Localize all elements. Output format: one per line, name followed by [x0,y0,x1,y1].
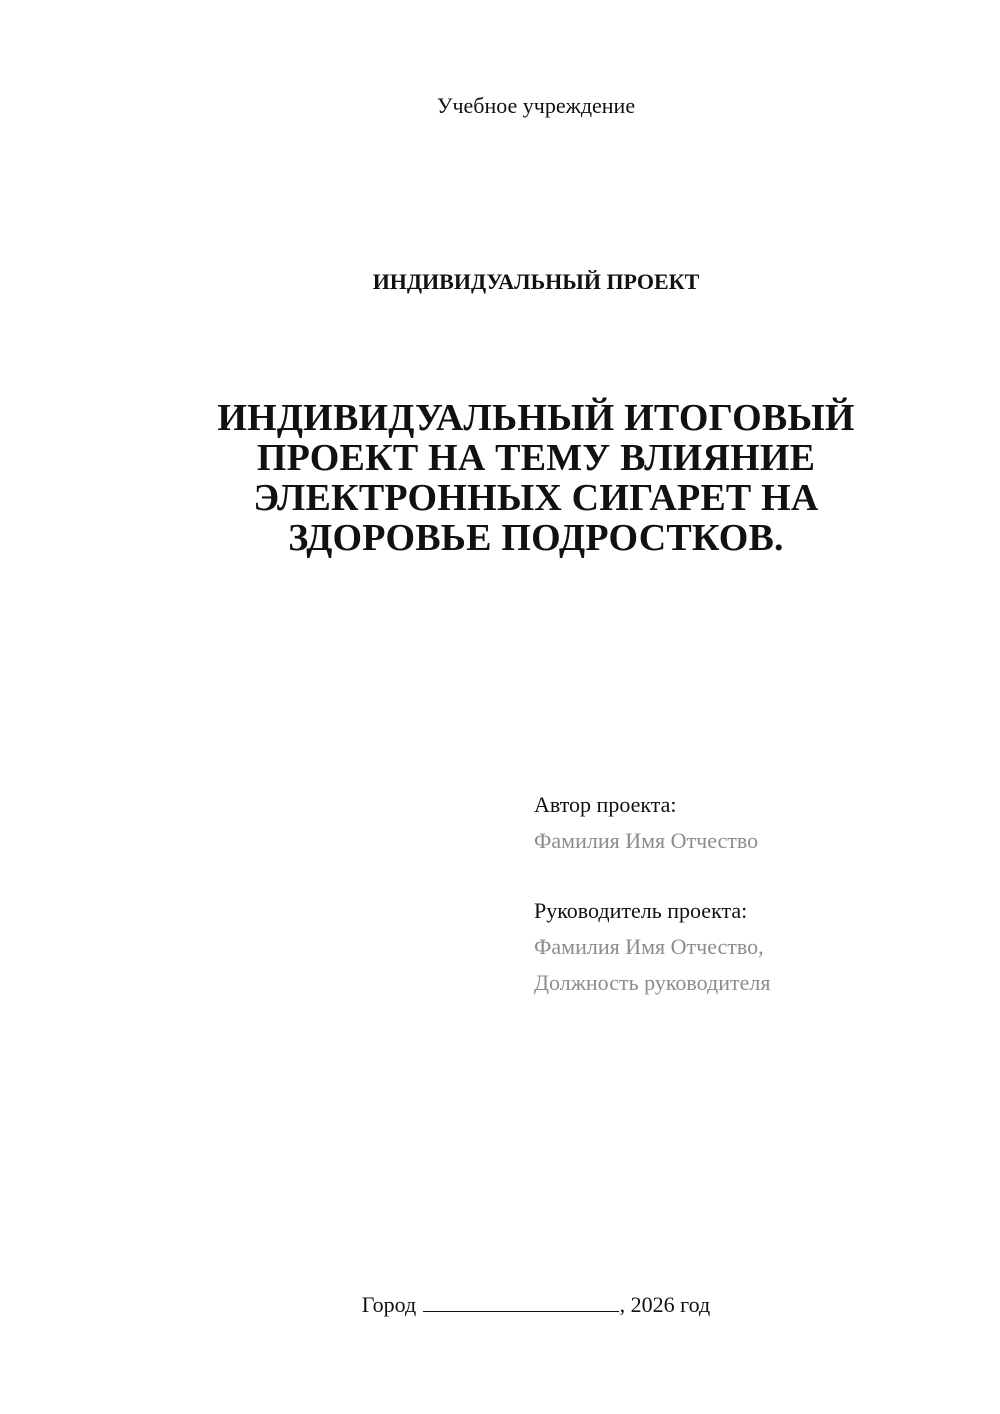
supervisor-label: Руководитель проекта: [534,898,748,923]
supervisor-name-placeholder: Фамилия Имя Отчество, [534,934,764,959]
author-label: Автор проекта: [534,792,677,817]
project-title-line: ЭЛЕКТРОННЫХ СИГАРЕТ НА [253,477,819,519]
city-label: Город [361,1292,417,1317]
institution-name: Учебное учреждение [436,93,636,118]
author-block [534,787,954,859]
supervisor-block [534,893,954,1001]
project-title-line: ЗДОРОВЬЕ ПОДРОСТКОВ. [288,517,784,559]
city-year-line [0,1290,1000,1320]
city-blank-line [423,1291,619,1312]
project-title [180,398,892,558]
project-title-line: ПРОЕКТ НА ТЕМУ ВЛИЯНИЕ [256,437,816,479]
project-title-line: ИНДИВИДУАЛЬНЫЙ ИТОГОВЫЙ [217,397,855,439]
project-type-heading: ИНДИВИДУАЛЬНЫЙ ПРОЕКТ [372,269,700,294]
supervisor-position-placeholder: Должность руководителя [534,970,771,995]
year-text: , 2026 год [619,1292,711,1317]
author-name-placeholder: Фамилия Имя Отчество [534,828,759,853]
